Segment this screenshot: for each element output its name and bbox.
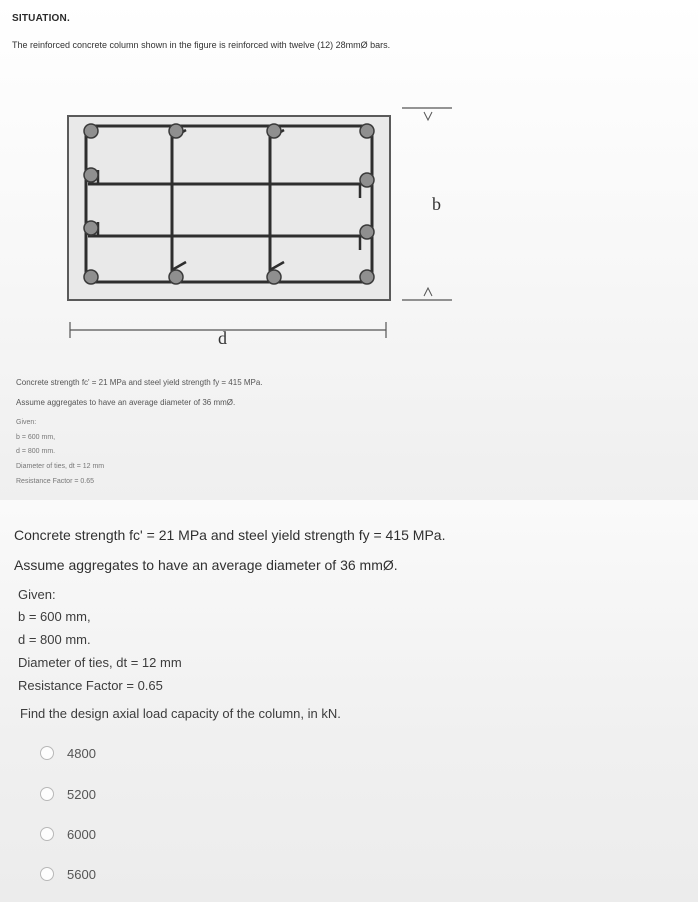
- rebar: [267, 270, 281, 284]
- option-5200[interactable]: [40, 783, 96, 805]
- option-label: 5600: [67, 866, 96, 882]
- situation-heading: SITUATION.: [12, 13, 70, 24]
- option-5600[interactable]: [40, 863, 96, 885]
- small-given-label: Given:: [16, 419, 37, 426]
- given-resistance-factor: Resistance Factor = 0.65: [18, 678, 163, 693]
- given-d: d = 800 mm.: [18, 632, 91, 647]
- option-label: 5200: [67, 786, 96, 802]
- rebar: [84, 124, 98, 138]
- small-b-value: b = 600 mm,: [16, 434, 56, 441]
- option-4800[interactable]: [40, 742, 96, 764]
- problem-aggregate-text: Assume aggregates to have an average diameter of 36 mmØ.: [14, 557, 398, 573]
- intro-text: The reinforced concrete column shown in the figure is reinforced with twelve (12) 28mmØ bars.: [12, 40, 391, 50]
- small-d-value: d = 800 mm.: [16, 448, 56, 455]
- small-resistance-factor: Resistance Factor = 0.65: [16, 478, 95, 485]
- radio-button[interactable]: [40, 787, 54, 801]
- given-ties: Diameter of ties, dt = 12 mm: [18, 655, 182, 670]
- column-cross-section-figure: [0, 80, 480, 350]
- option-6000[interactable]: [40, 823, 96, 845]
- rebar: [84, 270, 98, 284]
- label-d: d: [218, 328, 227, 348]
- rebar: [360, 225, 374, 239]
- radio-button[interactable]: [40, 827, 54, 841]
- rebar: [360, 124, 374, 138]
- rebar: [169, 270, 183, 284]
- rebar: [360, 270, 374, 284]
- given-b: b = 600 mm,: [18, 609, 91, 624]
- option-label: 6000: [67, 826, 96, 842]
- small-strength-text: Concrete strength fc' = 21 MPa and steel yield strength fy = 415 MPa.: [16, 378, 263, 387]
- small-aggregate-text: Assume aggregates to have an average diameter of 36 mmØ.: [16, 398, 236, 407]
- rebar: [169, 124, 183, 138]
- small-ties-value: Diameter of ties, dt = 12 mm: [16, 463, 105, 470]
- rebar: [84, 221, 98, 235]
- question-text: Find the design axial load capacity of the column, in kN.: [20, 706, 341, 721]
- dimension-b-arrow-top: [424, 112, 432, 120]
- dimension-b-arrow-bottom: [424, 288, 432, 296]
- rebar: [267, 124, 281, 138]
- rebar: [84, 168, 98, 182]
- concrete-section: [68, 116, 390, 300]
- option-label: 4800: [67, 745, 96, 761]
- radio-button[interactable]: [40, 746, 54, 760]
- radio-button[interactable]: [40, 867, 54, 881]
- problem-strength-text: Concrete strength fc' = 21 MPa and steel yield strength fy = 415 MPa.: [14, 527, 446, 543]
- given-label: Given:: [18, 587, 56, 602]
- rebar: [360, 173, 374, 187]
- label-b: b: [432, 194, 441, 214]
